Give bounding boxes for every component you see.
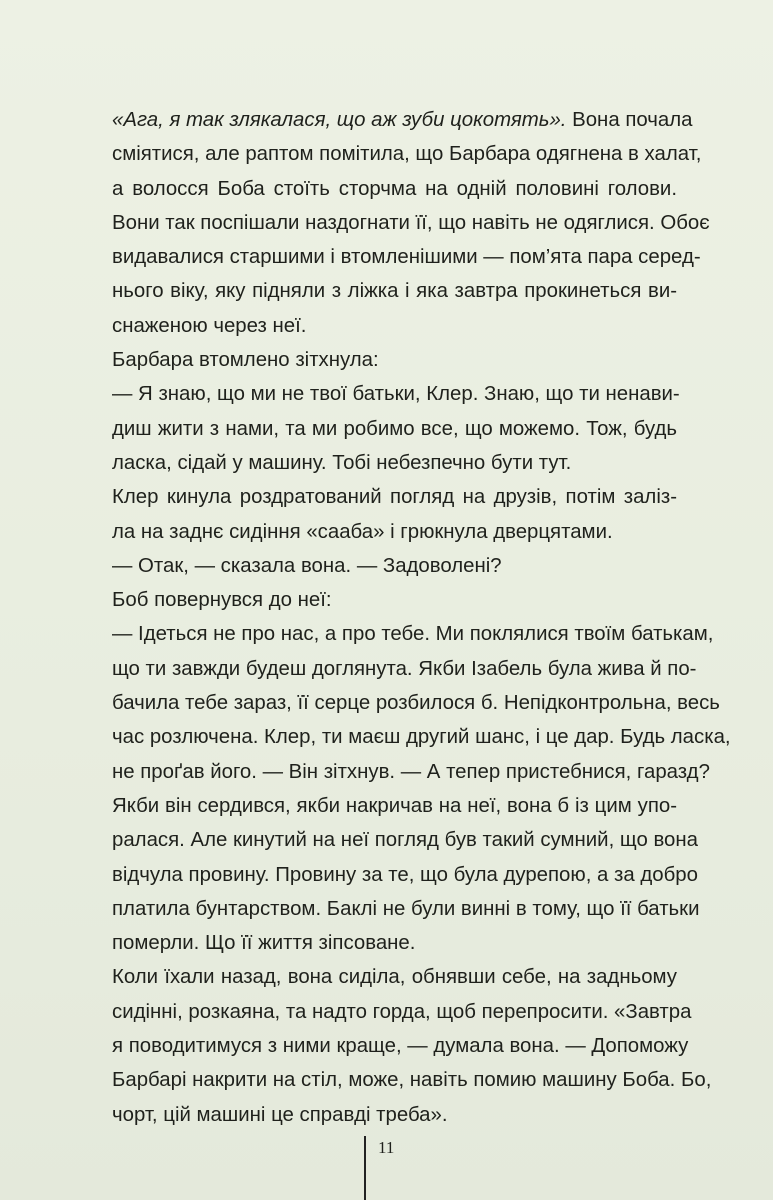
text-line: Барбара втомлено зітхнула:: [112, 349, 379, 372]
text-line: я поводитимуся з ними краще, — думала вона. — Допоможу: [112, 1035, 689, 1058]
text-line: не проґав його. — Він зітхнув. — А тепер пристебнися, гаразд?: [112, 760, 710, 783]
paragraph: [89, 377, 680, 480]
text-line: Вони так поспішали наздогнати її, що навіть не одяглися. Обоє: [112, 211, 710, 234]
text-line: — Я знаю, що ми не твої батьки, Клер. Знаю, що ти ненави-: [112, 383, 680, 406]
paragraph: [89, 960, 712, 1131]
paragraph: [89, 789, 700, 960]
page-number: 11: [378, 1138, 395, 1157]
text-line: — Ідеться не про нас, а про тебе. Ми поклялися твоїм батькам,: [112, 623, 714, 646]
text-line: Барбарі накрити на стіл, може, навіть помию машину Боба. Бо,: [112, 1069, 712, 1092]
text-line: платила бунтарством. Баклі не були винні в тому, що її батьки: [112, 897, 700, 920]
text-line: Клер кинула роздратований погляд на друзів, потім заліз-: [112, 486, 677, 509]
text-line: снаженою через неї.: [112, 314, 307, 337]
paragraph: [89, 343, 677, 377]
text-line: Якби він сердився, якби накричав на неї, вона б із цим упо-: [112, 794, 677, 817]
text-line: видавалися старшими і втомленішими — пом’ята пара серед-: [112, 246, 701, 269]
text-line: час розлючена. Клер, ти маєш другий шанс, і це дар. Будь ласка,: [112, 726, 731, 749]
text-line: чорт, цій машині це справді треба».: [112, 1103, 448, 1126]
page-number-rule: [364, 1136, 366, 1200]
paragraph: [89, 617, 731, 788]
body-text: [89, 103, 731, 1132]
text-line: відчула провину. Провину за те, що була дурепою, а за добро: [112, 863, 698, 886]
text-line: а волосся Боба стоїть сторчма на одній половині голови.: [112, 177, 677, 200]
text-line: що ти завжди будеш доглянута. Якби Ізабель була жива й по-: [112, 657, 697, 680]
text-line: диш жити з нами, та ми робимо все, що можемо. Тож, будь: [112, 417, 677, 440]
text-line: нього віку, яку підняли з ліжка і яка завтра прокинеться ви-: [112, 280, 677, 303]
italic-quote: «Ага, я так злякалася, що аж зуби цокотять».: [112, 109, 567, 131]
paragraph: [89, 103, 710, 343]
text-line: сидінні, розкаяна, та надто горда, щоб перепросити. «Завтра: [112, 1000, 692, 1023]
text-line: ласка, сідай у машину. Тобі небезпечно бути тут.: [112, 451, 572, 474]
text-line: Коли їхали назад, вона сиділа, обнявши себе, на задньому: [112, 966, 677, 989]
text-line: ралася. Але кинутий на неї погляд був такий сумний, що вона: [112, 829, 699, 852]
text-line: померли. Що її життя зіпсоване.: [112, 932, 416, 955]
text-line: бачила тебе зараз, її серце розбилося б. Непідконтрольна, весь: [112, 692, 720, 715]
paragraph: [89, 480, 677, 549]
paragraph: [89, 583, 677, 617]
paragraph: [89, 549, 677, 583]
text-line: «Ага, я так злякалася, що аж зуби цокотять». Вона почала: [112, 109, 693, 131]
text-line: — Отак, — сказала вона. — Задоволені?: [112, 554, 502, 577]
text-line: ла на заднє сидіння «сааба» і грюкнула дверцятами.: [112, 520, 613, 543]
text-line: Боб повернувся до неї:: [112, 589, 332, 612]
text-line: сміятися, але раптом помітила, що Барбара одягнена в халат,: [112, 143, 702, 166]
